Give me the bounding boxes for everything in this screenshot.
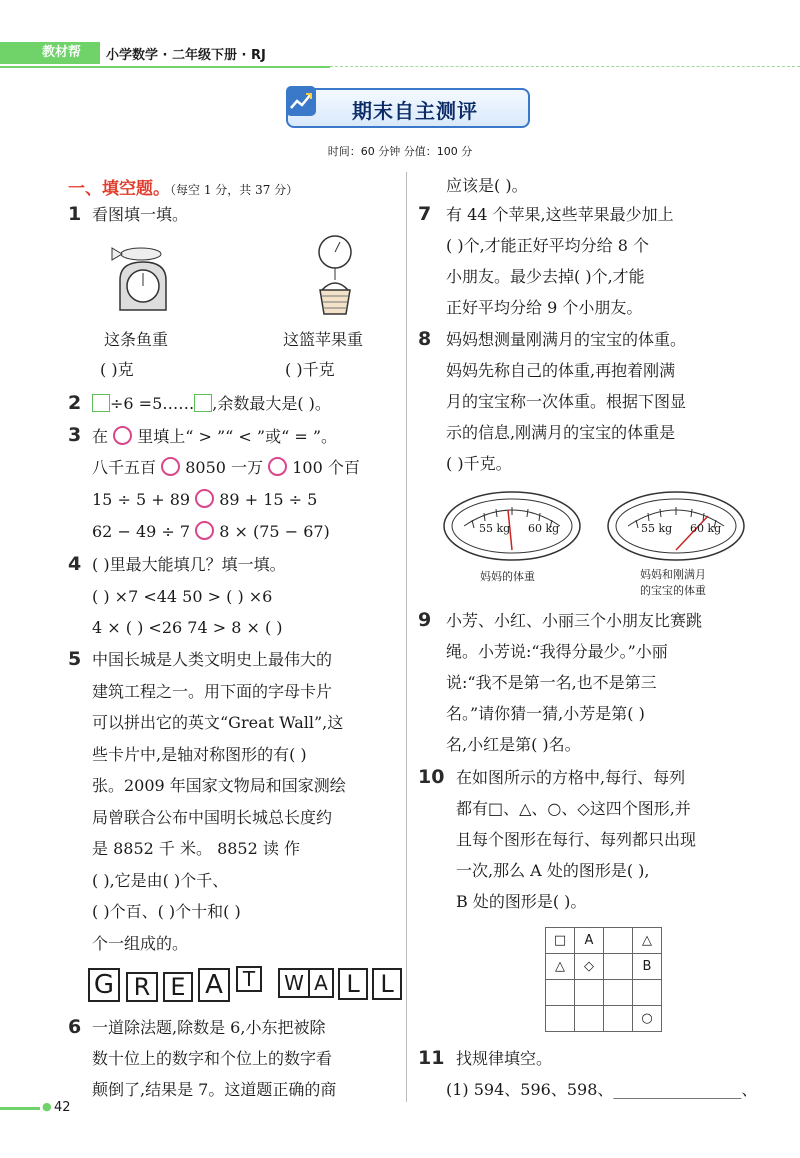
letter-card: A	[198, 968, 230, 1002]
q3-text-b: 里填上“ > ”“ < ”或“ = ”。	[137, 427, 338, 446]
circle-blank	[268, 457, 287, 476]
q4-number: 4	[68, 553, 82, 575]
q9-line: 说:“我不是第一名,也不是第三	[446, 673, 657, 692]
q5-line: 可以拼出它的英文“Great Wall”,这	[92, 713, 344, 732]
q3-row1	[92, 457, 360, 478]
grid-cell	[575, 1006, 604, 1032]
q5-line: 个一组成的。	[92, 933, 189, 953]
scale1-caption: 妈妈的体重	[480, 570, 535, 583]
q2-part-a: ÷6 =5……	[110, 394, 195, 413]
q5-number: 5	[68, 648, 82, 670]
grid-cell	[546, 980, 575, 1006]
letter-card: L	[372, 968, 402, 1000]
q3-text-a: 在	[92, 427, 109, 446]
q6-line-continued: 应该是( )。	[446, 176, 528, 195]
circle-blank	[195, 521, 214, 540]
grid-cell	[633, 980, 662, 1006]
fish-blank: ( )克	[100, 360, 134, 379]
q4-line1: ( )里最大能填几？填一填。	[92, 555, 286, 574]
q5-line: ( )个百、( )个十和( )	[92, 902, 241, 921]
q5-line: ( ),它是由( )个千、	[92, 870, 229, 890]
q5-line: 建筑工程之一。用下面的字母卡片	[92, 681, 333, 701]
q9-line: 名,小红是第( )名。	[446, 735, 581, 754]
q5-line: 张。2009 年国家文物局和国家测绘	[92, 776, 346, 795]
page-title: 期末自主测评	[352, 99, 478, 123]
q7-line: 小朋友。最少去掉( )个,才能	[446, 267, 645, 286]
q9-body	[446, 611, 702, 766]
q4-line3: 4 × ( ) <26 74 > 8 × ( )	[92, 618, 283, 637]
grid-cell	[604, 928, 633, 954]
q3-row3	[92, 521, 330, 542]
q11-number: 11	[418, 1047, 445, 1069]
section-title: 一、填空题。	[68, 179, 170, 199]
grid-row	[546, 954, 662, 980]
book-title: 小学数学 · 二年级下册 · RJ	[106, 48, 266, 63]
q2-part-b: ,余数最大是( )。	[212, 394, 331, 413]
grid-cell: △	[633, 928, 662, 954]
q8-line: ( )千克。	[446, 454, 512, 473]
q8-line: 示的信息,刚满月的宝宝的体重是	[446, 423, 676, 442]
book-tag: 教材帮	[0, 42, 100, 64]
grid-cell: ◇	[575, 954, 604, 980]
grid-cell: □	[546, 928, 575, 954]
grid-row	[546, 980, 662, 1006]
column-divider	[406, 172, 407, 1102]
grid-cell: ○	[633, 1006, 662, 1032]
basket-label: 这篮苹果重	[283, 330, 364, 349]
scale2-caption-line2: 的宝宝的体重	[640, 584, 706, 597]
scale-mother-and-baby	[606, 490, 746, 566]
grid-cell	[604, 980, 633, 1006]
letter-card: A	[308, 968, 334, 998]
fish-scale-image	[108, 240, 178, 322]
letter-card: W	[278, 968, 310, 998]
q3-number: 3	[68, 424, 82, 446]
q9-number: 9	[418, 609, 432, 631]
q10-line: 且每个图形在每行、每列都只出现	[456, 830, 697, 849]
q4-line2: ( ) ×7 <44 50 > ( ) ×6	[92, 587, 273, 606]
q3-r1-b: 8050 一万	[185, 458, 264, 477]
q7-number: 7	[418, 203, 432, 225]
grid-cell: A	[575, 928, 604, 954]
grid-cell: B	[633, 954, 662, 980]
scale-mother	[442, 490, 582, 566]
q3-r3-b: 8 × (75 − 67)	[219, 522, 330, 541]
q8-line: 月的宝宝称一次体重。根据下图显	[446, 392, 687, 411]
q9-line: 绳。小芳说:“我得分最少。”小丽	[446, 642, 668, 661]
scale2-mark-55: 55 kg	[641, 522, 673, 535]
grid-row	[546, 1006, 662, 1032]
q3-r3-a: 62 − 49 ÷ 7	[92, 522, 191, 541]
q3-text	[92, 426, 337, 447]
scale2-mark-60: 60 kg	[690, 522, 722, 535]
q10-line: 在如图所示的方格中,每行、每列	[456, 768, 686, 787]
letter-card: G	[88, 968, 120, 1002]
footer-rule	[0, 1107, 40, 1110]
q3-r1-c: 100 个百	[292, 458, 360, 477]
q2-number: 2	[68, 392, 82, 414]
scale1-mark-55: 55 kg	[479, 522, 511, 535]
page-number: 42	[54, 1100, 71, 1115]
exam-info: 时间：60 分钟 分值：100 分	[327, 145, 473, 158]
answer-box	[92, 394, 110, 412]
letter-card: R	[126, 972, 158, 1002]
letter-card: T	[236, 966, 262, 992]
shape-grid	[545, 927, 662, 1032]
scale1-mark-60: 60 kg	[528, 522, 560, 535]
header-rule	[0, 66, 330, 68]
q3-r1-a: 八千五百	[92, 458, 157, 477]
answer-box	[194, 394, 212, 412]
q6-line: 颠倒了,结果是 7。这道题正确的商	[92, 1080, 337, 1099]
grid-cell	[604, 1006, 633, 1032]
q5-body	[92, 650, 346, 965]
q5-line: 中国长城是人类文明史上最伟大的	[92, 650, 333, 669]
q8-body	[446, 330, 686, 485]
q10-number: 10	[418, 766, 445, 788]
apple-basket-scale-image	[310, 232, 360, 324]
q7-line: ( )个,才能正好平均分给 8 个	[446, 236, 650, 255]
q10-body	[456, 768, 696, 923]
section-note: （每空 1 分，共 37 分）	[170, 183, 299, 197]
basket-blank: ( )千克	[285, 360, 335, 379]
trend-chart-icon	[286, 86, 316, 116]
q3-r2-b: 89 + 15 ÷ 5	[219, 490, 318, 509]
q8-line: 妈妈先称自己的体重,再抱着刚满	[446, 361, 676, 380]
grid-cell	[604, 954, 633, 980]
q6-body	[92, 1018, 336, 1111]
q8-line: 妈妈想测量刚满月的宝宝的体重。	[446, 330, 687, 349]
q5-line: 是 8852 千 米。 8852 读 作	[92, 839, 300, 858]
grid-cell	[546, 1006, 575, 1032]
q1-text: 看图填一填。	[92, 205, 189, 224]
q3-row2	[92, 489, 317, 510]
q10-line: B 处的图形是( )。	[456, 892, 587, 911]
q1-number: 1	[68, 203, 82, 225]
q9-line: 小芳、小红、小丽三个小朋友比赛跳	[446, 611, 703, 630]
q11-line1: (1) 594、596、598、________________、	[446, 1080, 758, 1099]
q7-line: 正好平均分给 9 个小朋友。	[446, 298, 643, 317]
footer-dots: ●	[42, 1100, 52, 1113]
q3-r2-a: 15 ÷ 5 + 89	[92, 490, 191, 509]
q5-line: 局曾联合公布中国明长城总长度约	[92, 807, 333, 827]
q7-body	[446, 205, 674, 329]
letter-card: E	[163, 972, 193, 1002]
q7-line: 有 44 个苹果,这些苹果最少加上	[446, 205, 674, 224]
grid-cell: △	[546, 954, 575, 980]
q10-line: 一次,那么 A 处的图形是( ),	[456, 861, 650, 880]
q8-number: 8	[418, 328, 432, 350]
q9-line: 名。”请你猜一猜,小芳是第( )	[446, 704, 645, 723]
grid-row	[546, 928, 662, 954]
q2-text	[92, 394, 331, 414]
q5-line: 些卡片中,是轴对称图形的有( )	[92, 744, 307, 764]
q11-title: 找规律填空。	[456, 1049, 553, 1068]
q6-number: 6	[68, 1016, 82, 1038]
grid-cell	[575, 980, 604, 1006]
fish-label: 这条鱼重	[104, 330, 169, 349]
circle-blank	[113, 426, 132, 445]
circle-blank	[161, 457, 180, 476]
letter-card: L	[338, 968, 368, 1000]
q10-line: 都有□、△、○、◇这四个图形,并	[456, 799, 691, 818]
q6-line: 数十位上的数字和个位上的数字看	[92, 1049, 333, 1068]
scale2-caption-line1: 妈妈和刚满月	[640, 568, 706, 581]
q6-line: 一道除法题,除数是 6,小东把被除	[92, 1018, 326, 1037]
circle-blank	[195, 489, 214, 508]
section-heading	[68, 174, 298, 199]
header-dash-rule	[330, 66, 800, 67]
